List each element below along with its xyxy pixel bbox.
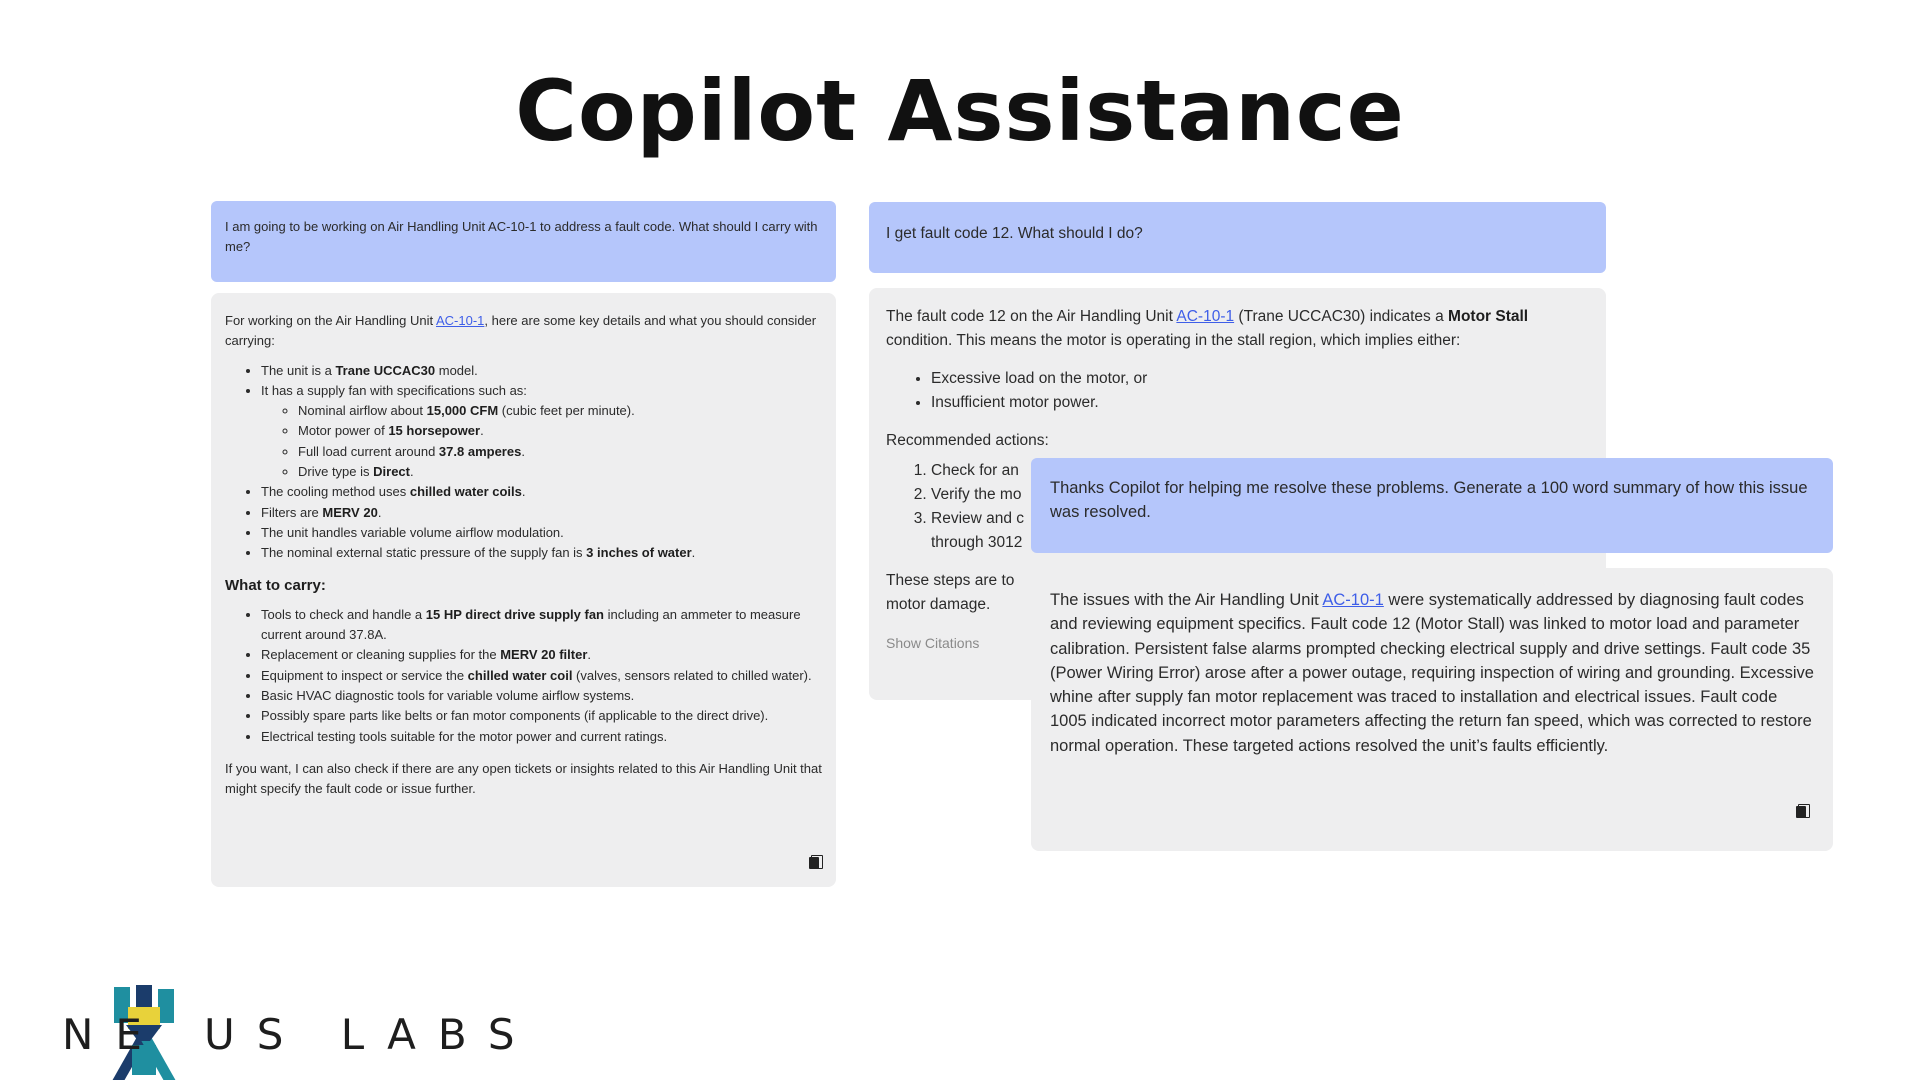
list-item: • Tools to check and handle a 15 HP direct drive supply fan including an ammeter to measure current around 37.8A. (261, 605, 822, 646)
assistant-response-bubble (211, 293, 836, 887)
unit-link[interactable]: AC-10-1 (436, 313, 485, 328)
recommended-heading: Recommended actions: (886, 432, 1049, 449)
list-item: • Basic HVAC diagnostic tools for variable volume airflow systems. (261, 686, 822, 706)
list-item: • Electrical testing tools suitable for the motor power and current ratings. (261, 727, 822, 747)
unit-link[interactable]: AC-10-1 (1322, 591, 1384, 609)
list-item: • The nominal external static pressure of the supply fan is 3 inches of water. (261, 543, 822, 563)
intro-text: , here are some key details and what you should consider carrying: (225, 313, 817, 349)
list-item: 3. Review and c through 3012 (931, 507, 1589, 555)
list-item: • The unit is a Trane UCCAC30 model. (261, 361, 822, 381)
steps-text: These steps are to motor damage. (886, 572, 1015, 613)
user-message-bubble (869, 202, 1606, 273)
list-item: 2. Verify the mo (931, 483, 1589, 507)
list-item: ◦ Full load current around 37.8 amperes. (298, 442, 822, 462)
list-item: • Equipment to inspect or service the chilled water coil (valves, sensors related to chilled water). (261, 666, 822, 686)
summary-text: The issues with the Air Handling Unit AC-10-1 were systematically addressed by diagnosing fault codes and reviewing equipment specifics. Fault code 12 (Motor Stall) was linked to motor load and parameter calibration. Persistent false alarms prompted checking electrical supply and drive settings. Fault code 35 (Power Wiring Error) arose after a power outage, requiring inspection of wiring and grounding. Excessive whine after supply fan motor replacement was traced to installation and electrical issues. Fault code 1005 indicated incorrect motor parameters affecting the return fan speed, which was corrected to restore normal operation. These targeted actions resolved the unit’s faults efficiently. (1050, 591, 1814, 755)
unit-link[interactable]: AC-10-1 (1176, 308, 1235, 325)
copy-icon[interactable] (809, 855, 821, 869)
closing-text: If you want, I can also check if there are any open tickets or insights related to this Air Handling Unit that might specify the fault code or issue further. (225, 760, 822, 797)
user-message-text: Thanks Copilot for helping me resolve these problems. Generate a 100 word summary of how this issue was resolved. (1050, 479, 1808, 521)
details-list (225, 361, 822, 564)
list-item: ◦ Nominal airflow about 15,000 CFM (cubic feet per minute). (298, 401, 822, 421)
logo-text: NE US LABS (62, 1010, 537, 1059)
fan-spec-list (261, 401, 822, 482)
carry-heading: What to carry: (225, 576, 326, 594)
user-message-text: I get fault code 12. What should I do? (886, 225, 1143, 242)
response-intro: The fault code 12 on the Air Handling Unit AC-10-1 (Trane UCCAC30) indicates a Motor Stall condition. This means the motor is operating in the stall region, which implies either: (886, 308, 1529, 349)
assistant-response-bubble (1031, 568, 1833, 851)
user-message-text: I am going to be working on Air Handling Unit AC-10-1 to address a fault code. What should I carry with me? (225, 219, 818, 254)
list-item: ◦ Drive type is Direct. (298, 462, 822, 482)
list-item: • The unit handles variable volume airflow modulation. (261, 523, 822, 543)
list-item: • Filters are MERV 20. (261, 503, 822, 523)
list-item: • Replacement or cleaning supplies for the MERV 20 filter. (261, 645, 822, 665)
list-item: • Insufficient motor power. (931, 391, 1589, 415)
user-message-bubble (1031, 458, 1833, 553)
copy-icon[interactable] (1796, 804, 1808, 818)
user-message-bubble (211, 201, 836, 282)
list-item: 1. Check for an (931, 459, 1589, 483)
causes-list (886, 367, 1589, 415)
list-item: • Possibly spare parts like belts or fan motor components (if applicable to the direct drive). (261, 706, 822, 726)
page-title: Copilot Assistance (515, 62, 1405, 160)
list-item: • The cooling method uses chilled water coils. (261, 482, 822, 502)
response-intro (225, 311, 822, 352)
list-item: • It has a supply fan with specifications such as: ◦ Nominal airflow about 15,000 CFM (cubic feet per minute). ◦ Motor power of 15 horsepower. ◦ Full load current around 37.8 amperes. ◦ Drive type is Direct. (261, 381, 822, 482)
show-citations-link[interactable]: Show Citations (886, 635, 980, 651)
carry-list (225, 605, 822, 747)
list-item: • Excessive load on the motor, or (931, 367, 1589, 391)
list-item: ◦ Motor power of 15 horsepower. (298, 421, 822, 441)
intro-text: For working on the Air Handling Unit (225, 313, 436, 328)
